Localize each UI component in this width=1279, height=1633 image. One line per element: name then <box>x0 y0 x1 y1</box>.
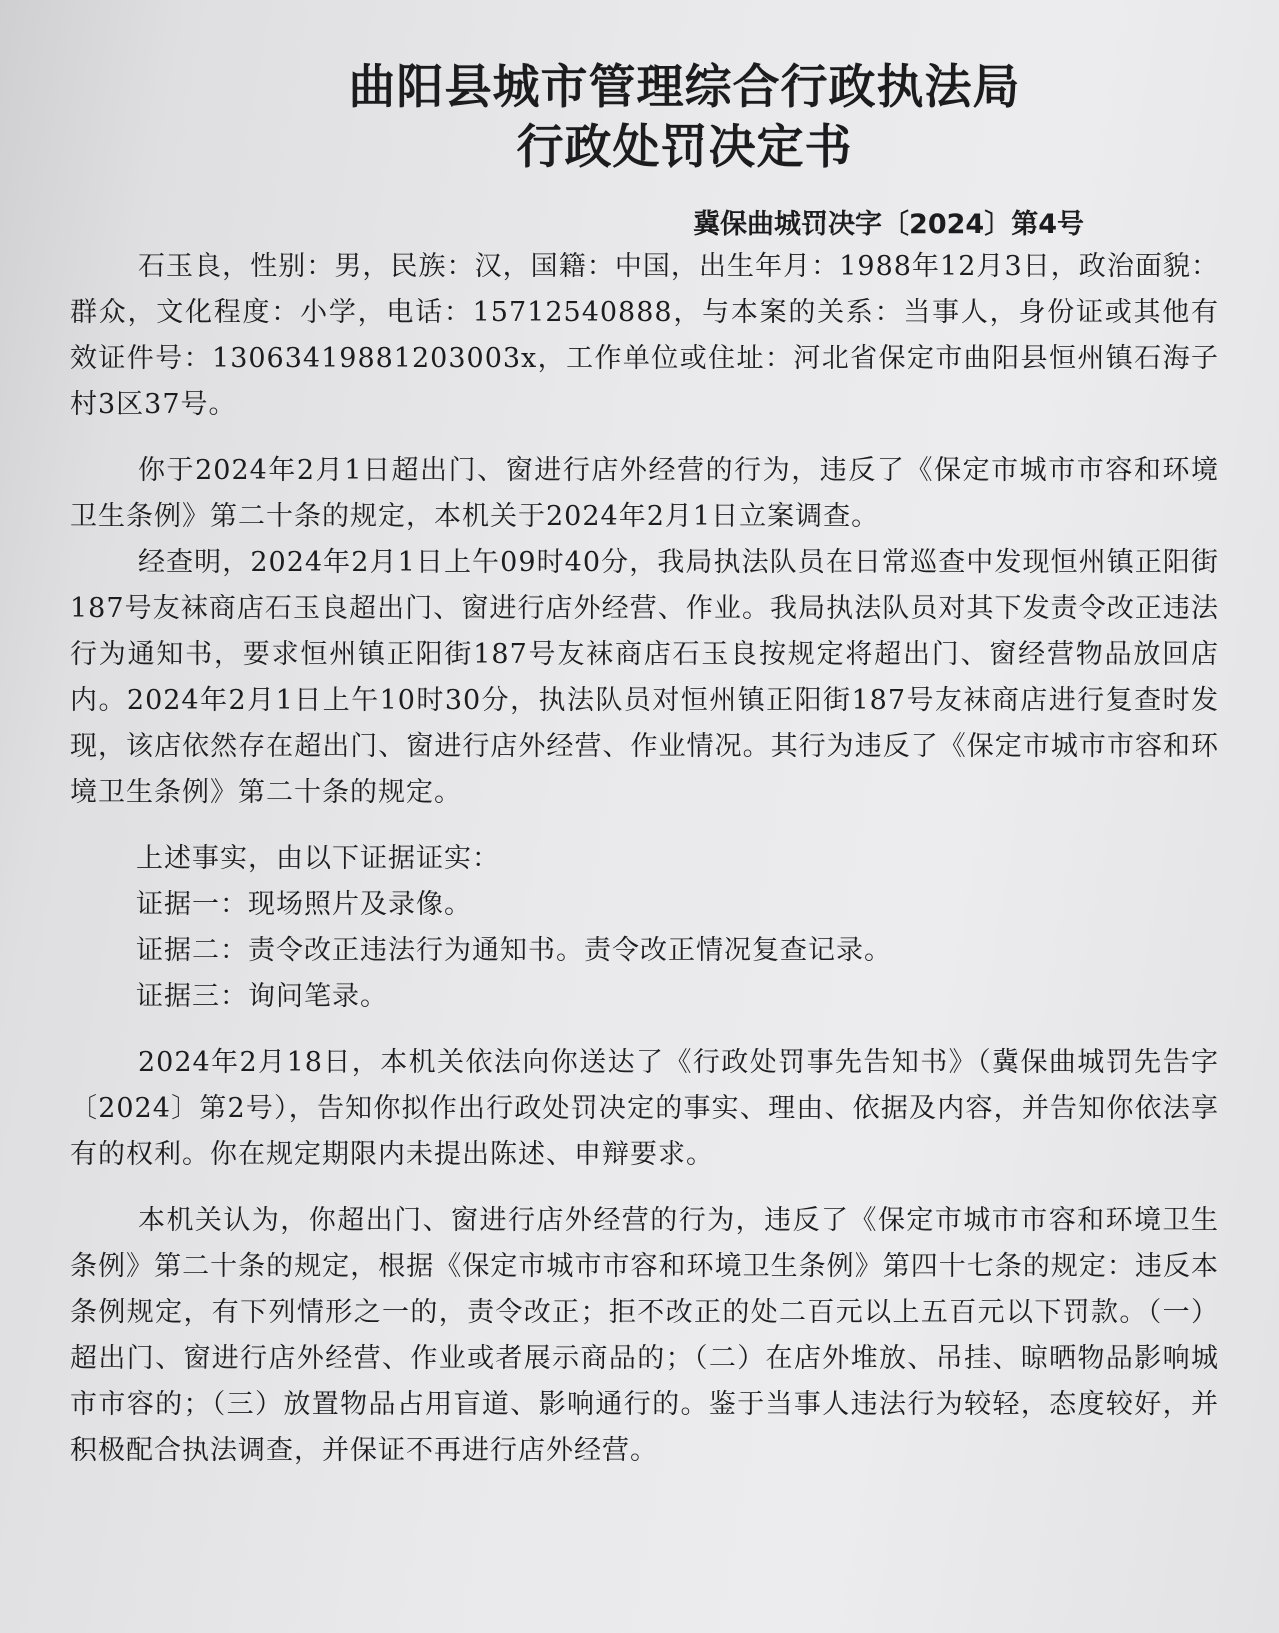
investigation-paragraph: 经查明，2024年2月1日上午09时40分，我局执法队员在日常巡查中发现恒州镇正阳街187号友袜商店石玉良超出门、窗进行店外经营、作业。我局执法队员对其下发责令改正违法行为通知书，要求恒州镇正阳街187号友袜商店石玉良按规定将超出门、窗经营物品放回店内。2024年2月1日上午10时30分，执法队员对恒州镇正阳街187号友袜商店进行复查时发现，该店依然存在超出门、窗进行店外经营、作业情况。其行为违反了《保定市城市市容和环境卫生条例》第二十条的规定。 <box>70 547 1219 808</box>
evidence-item: 证据二：责令改正违法行为通知书。责令改正情况复查记录。 <box>136 935 892 966</box>
evidence-section <box>70 836 1219 1020</box>
decision-paragraph: 本机关认为，你超出门、窗进行店外经营的行为，违反了《保定市城市市容和环境卫生条例》第二十条的规定，根据《保定市城市市容和环境卫生条例》第四十七条的规定：违反本条例规定，有下列情形之一的，责令改正；拒不改正的处二百元以上五百元以下罚款。（一）超出门、窗进行店外经营、作业或者展示商品的；（二）在店外堆放、吊挂、晾晒物品影响城市市容的；（三）放置物品占用盲道、影响通行的。鉴于当事人违法行为较轻，态度较好，并积极配合执法调查，并保证不再进行店外经营。 <box>70 1205 1219 1466</box>
document-number: 冀保曲城罚决字〔2024〕第4号 <box>693 209 1084 240</box>
violation-paragraph: 你于2024年2月1日超出门、窗进行店外经营的行为，违反了《保定市城市市容和环境卫生条例》第二十条的规定，本机关于2024年2月1日立案调查。 <box>70 455 1219 532</box>
evidence-intro: 上述事实，由以下证据证实： <box>136 843 500 874</box>
document-type-title: 行政处罚决定书 <box>516 120 853 175</box>
notice-paragraph: 2024年2月18日，本机关依法向你送达了《行政处罚事先告知书》（冀保曲城罚先告字〔2024〕第2号），告知你拟作出行政处罚决定的事实、理由、依据及内容，并告知你依法享有的权利。你在规定期限内未提出陈述、申辩要求。 <box>70 1047 1219 1170</box>
party-information: 石玉良，性别：男，民族：汉，国籍：中国，出生年月：1988年12月3日，政治面貌：群众，文化程度：小学，电话：15712540888，与本案的关系：当事人，身份证或其他有效证件号：13063419881203003x，工作单位或住址：河北省保定市曲阳县恒州镇石海子村3区37号。 <box>70 251 1219 420</box>
evidence-item: 证据一：现场照片及录像。 <box>136 889 472 920</box>
issuing-authority-title: 曲阳县城市管理综合行政执法局 <box>348 60 1021 115</box>
document-title <box>150 58 1219 178</box>
evidence-item: 证据三：询问笔录。 <box>136 981 388 1012</box>
